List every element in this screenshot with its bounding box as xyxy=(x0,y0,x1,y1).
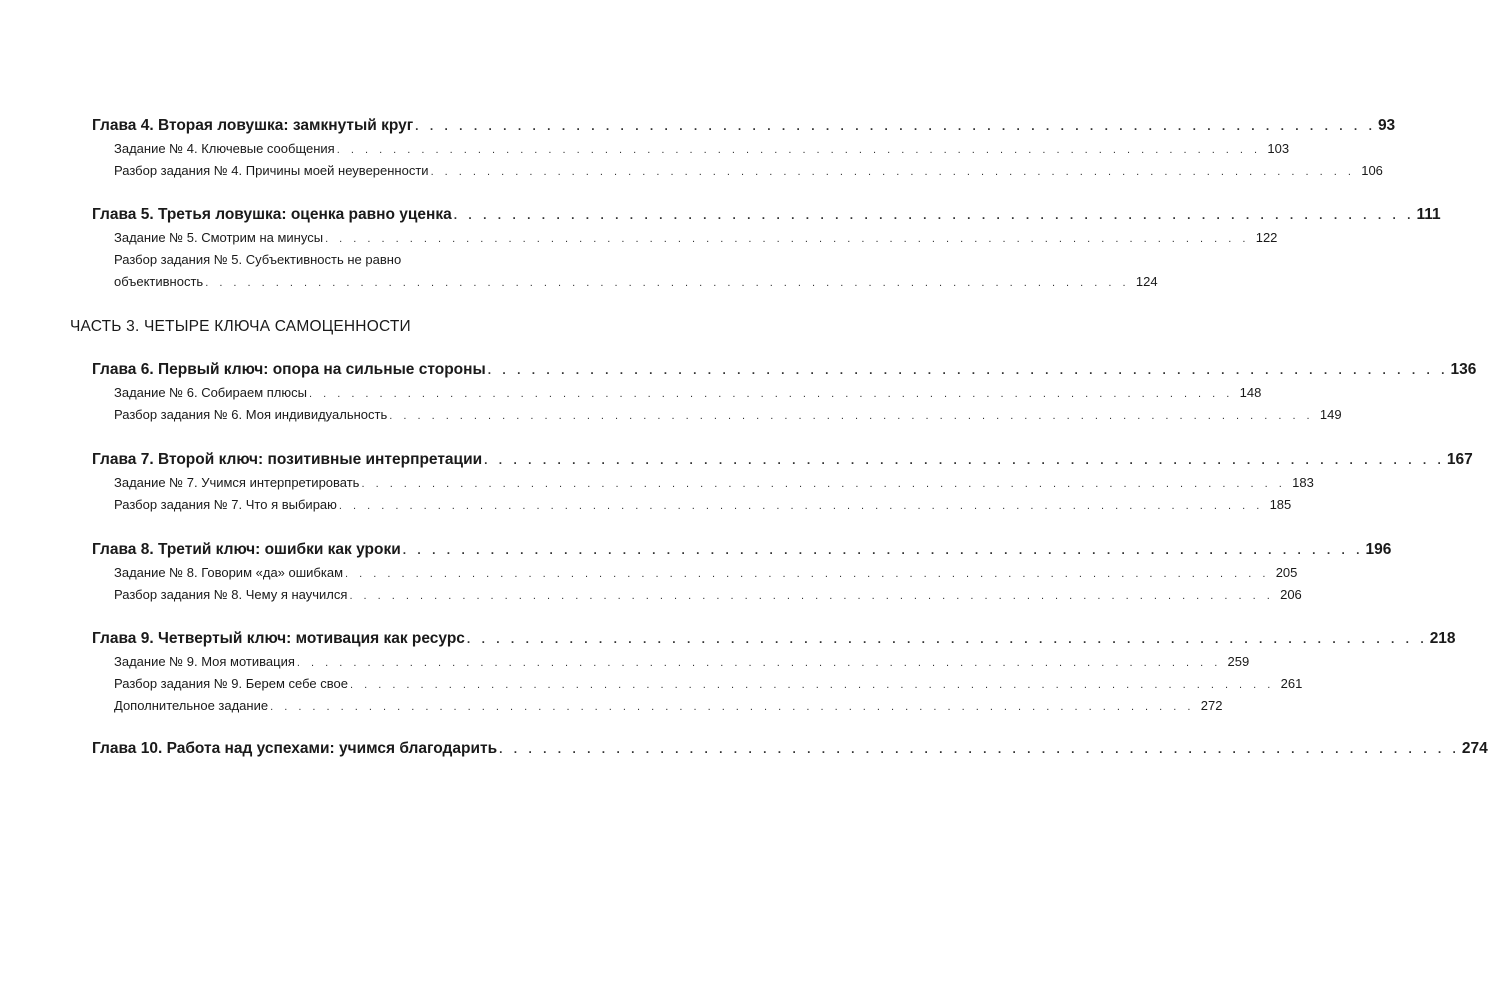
toc-page-number: 93 xyxy=(1377,117,1396,134)
toc-entry-title: Задание № 7. Учимся интерпретировать xyxy=(114,475,360,490)
toc-review-6 xyxy=(114,407,1342,422)
toc-review-5-line2 xyxy=(114,274,1158,289)
toc-task-7 xyxy=(114,475,1314,490)
toc-page-number: 206 xyxy=(1280,587,1302,602)
toc-page-number: 183 xyxy=(1292,475,1314,490)
toc-page-number: 122 xyxy=(1255,230,1278,245)
toc-leader: . . . . . . . . . . . . . . . . . . . . . . . . . . . . . . . . . . . . . . . . . . . . . . . . . . . . . . . . . . . . . . . . . . xyxy=(402,543,1364,557)
toc-task-9 xyxy=(114,654,1250,669)
toc-chapter-10 xyxy=(92,740,1488,758)
toc-page-number: 136 xyxy=(1450,361,1477,378)
toc-chapter-4 xyxy=(92,117,1396,135)
toc-leader: . . . . . . . . . . . . . . . . . . . . . . . . . . . . . . . . . . . . . . . . . . . . . . . . . . . . . . . . . . . . . . . . . . xyxy=(338,500,1264,512)
toc-entry-title: Дополнительное задание xyxy=(114,698,269,713)
toc-chapter-8 xyxy=(92,541,1392,559)
toc-page-number: 205 xyxy=(1275,565,1298,580)
toc-chapter-9 xyxy=(92,630,1456,648)
toc-leader: . . . . . . . . . . . . . . . . . . . . . . . . . . . . . . . . . . . . . . . . . . . . . . . . . . . . . . . . . . . . . . . . . . xyxy=(270,701,1195,713)
toc-leader: . . . . . . . . . . . . . . . . . . . . . . . . . . . . . . . . . . . . . . . . . . . . . . . . . . . . . . . . . . . . . . . . . . xyxy=(484,453,1445,467)
toc-entry-title: Задание № 8. Говорим «да» ошибкам xyxy=(114,565,344,580)
toc-leader: . . . . . . . . . . . . . . . . . . . . . . . . . . . . . . . . . . . . . . . . . . . . . . . . . . . . . . . . . . . . . . . . . . xyxy=(308,388,1234,400)
toc-page-number: 148 xyxy=(1239,385,1262,400)
toc-entry-title: Глава 9. Четвертый ключ: мотивация как ресурс xyxy=(92,630,465,647)
toc-review-4 xyxy=(114,163,1383,178)
toc-page-number: 261 xyxy=(1280,676,1303,691)
toc-page-number: 124 xyxy=(1135,274,1158,289)
toc-leader: . . . . . . . . . . . . . . . . . . . . . . . . . . . . . . . . . . . . . . . . . . . . . . . . . . . . . . . . . . . . . . . . . . xyxy=(466,632,1428,646)
toc-page-number: 259 xyxy=(1227,654,1250,669)
toc-page-number: 106 xyxy=(1361,163,1383,178)
toc-leader: . . . . . . . . . . . . . . . . . . . . . . . . . . . . . . . . . . . . . . . . . . . . . . . . . . . . . . . . . . . . . . . . . . xyxy=(205,277,1130,289)
toc-leader: . . . . . . . . . . . . . . . . . . . . . . . . . . . . . . . . . . . . . . . . . . . . . . . . . . . . . . . . . . . . . . . . . . xyxy=(430,166,1355,178)
toc-review-9 xyxy=(114,676,1303,691)
toc-page-number: 103 xyxy=(1267,141,1290,156)
toc-leader: . . . . . . . . . . . . . . . . . . . . . . . . . . . . . . . . . . . . . . . . . . . . . . . . . . . . . . . . . . . . . . . . . . xyxy=(336,144,1262,156)
toc-review-8 xyxy=(114,587,1302,602)
toc-page-number: 272 xyxy=(1200,698,1223,713)
toc-entry-title: Разбор задания № 6. Моя индивидуальность xyxy=(114,407,388,422)
toc-chapter-5 xyxy=(92,206,1441,224)
toc-entry-title: Задание № 5. Смотрим на минусы xyxy=(114,230,324,245)
toc-entry-title: Глава 7. Второй ключ: позитивные интерпретации xyxy=(92,451,483,468)
toc-entry-title: Разбор задания № 4. Причины моей неуверенности xyxy=(114,163,429,178)
toc-page-number: 185 xyxy=(1269,497,1292,512)
toc-entry-title: Глава 6. Первый ключ: опора на сильные стороны xyxy=(92,361,486,378)
toc-page-number: 149 xyxy=(1319,407,1342,422)
toc-part-3-heading: ЧАСТЬ 3. ЧЕТЫРЕ КЛЮЧА САМОЦЕННОСТИ xyxy=(70,318,411,335)
toc-task-5 xyxy=(114,230,1278,245)
toc-leader: . . . . . . . . . . . . . . . . . . . . . . . . . . . . . . . . . . . . . . . . . . . . . . . . . . . . . . . . . . . . . . . . . . xyxy=(325,233,1250,245)
toc-chapter-7 xyxy=(92,451,1473,469)
toc-review-7 xyxy=(114,497,1292,512)
toc-chapter-6 xyxy=(92,361,1477,379)
toc-entry-title: Глава 4. Вторая ловушка: замкнутый круг xyxy=(92,117,414,134)
toc-leader: . . . . . . . . . . . . . . . . . . . . . . . . . . . . . . . . . . . . . . . . . . . . . . . . . . . . . . . . . . . . . . . . . . xyxy=(389,410,1314,422)
toc-entry-title: Глава 10. Работа над успехами: учимся благодарить xyxy=(92,740,498,757)
toc-task-4 xyxy=(114,141,1290,156)
toc-leader: . . . . . . . . . . . . . . . . . . . . . . . . . . . . . . . . . . . . . . . . . . . . . . . . . . . . . . . . . . . . . . . . . . xyxy=(345,568,1270,580)
toc-task-6 xyxy=(114,385,1262,400)
toc-page-number: 111 xyxy=(1416,206,1441,223)
toc-entry-title: Глава 8. Третий ключ: ошибки как уроки xyxy=(92,541,401,558)
toc-entry-title: Задание № 9. Моя мотивация xyxy=(114,654,295,669)
toc-page-number: 218 xyxy=(1429,630,1456,647)
toc-leader: . . . . . . . . . . . . . . . . . . . . . . . . . . . . . . . . . . . . . . . . . . . . . . . . . . . . . . . . . . . . . . . . . . xyxy=(349,590,1274,602)
toc-review-5-line1: Разбор задания № 5. Субъективность не равно xyxy=(114,252,402,267)
toc-extra-task xyxy=(114,698,1223,713)
toc-entry-title: Задание № 6. Собираем плюсы xyxy=(114,385,307,400)
toc-leader: . . . . . . . . . . . . . . . . . . . . . . . . . . . . . . . . . . . . . . . . . . . . . . . . . . . . . . . . . . . . . . . . . . xyxy=(361,478,1286,490)
toc-leader: . . . . . . . . . . . . . . . . . . . . . . . . . . . . . . . . . . . . . . . . . . . . . . . . . . . . . . . . . . . . . . . . . . xyxy=(487,363,1449,377)
toc-leader: . . . . . . . . . . . . . . . . . . . . . . . . . . . . . . . . . . . . . . . . . . . . . . . . . . . . . . . . . . . . . . . . . . xyxy=(415,119,1376,133)
toc-entry-title: Разбор задания № 9. Берем себе свое xyxy=(114,676,348,691)
toc-leader: . . . . . . . . . . . . . . . . . . . . . . . . . . . . . . . . . . . . . . . . . . . . . . . . . . . . . . . . . . . . . . . . . . xyxy=(296,657,1222,669)
toc-entry-title: Глава 5. Третья ловушка: оценка равно уценка xyxy=(92,206,452,223)
toc-page-number: 167 xyxy=(1446,451,1473,468)
toc-task-8 xyxy=(114,565,1298,580)
toc-entry-title: Задание № 4. Ключевые сообщения xyxy=(114,141,335,156)
toc-entry-title: Разбор задания № 8. Чему я научился xyxy=(114,587,348,602)
toc-leader: . . . . . . . . . . . . . . . . . . . . . . . . . . . . . . . . . . . . . . . . . . . . . . . . . . . . . . . . . . . . . . . . . . xyxy=(453,208,1415,222)
toc-page-number: 274 xyxy=(1461,740,1488,757)
toc-leader: . . . . . . . . . . . . . . . . . . . . . . . . . . . . . . . . . . . . . . . . . . . . . . . . . . . . . . . . . . . . . . . . . . xyxy=(349,679,1275,691)
toc-entry-title: Разбор задания № 7. Что я выбираю xyxy=(114,497,337,512)
toc-page-number: 196 xyxy=(1365,541,1392,558)
toc-leader: . . . . . . . . . . . . . . . . . . . . . . . . . . . . . . . . . . . . . . . . . . . . . . . . . . . . . . . . . . . . . . . . . . xyxy=(499,742,1460,756)
toc-entry-title: объективность xyxy=(114,274,204,289)
